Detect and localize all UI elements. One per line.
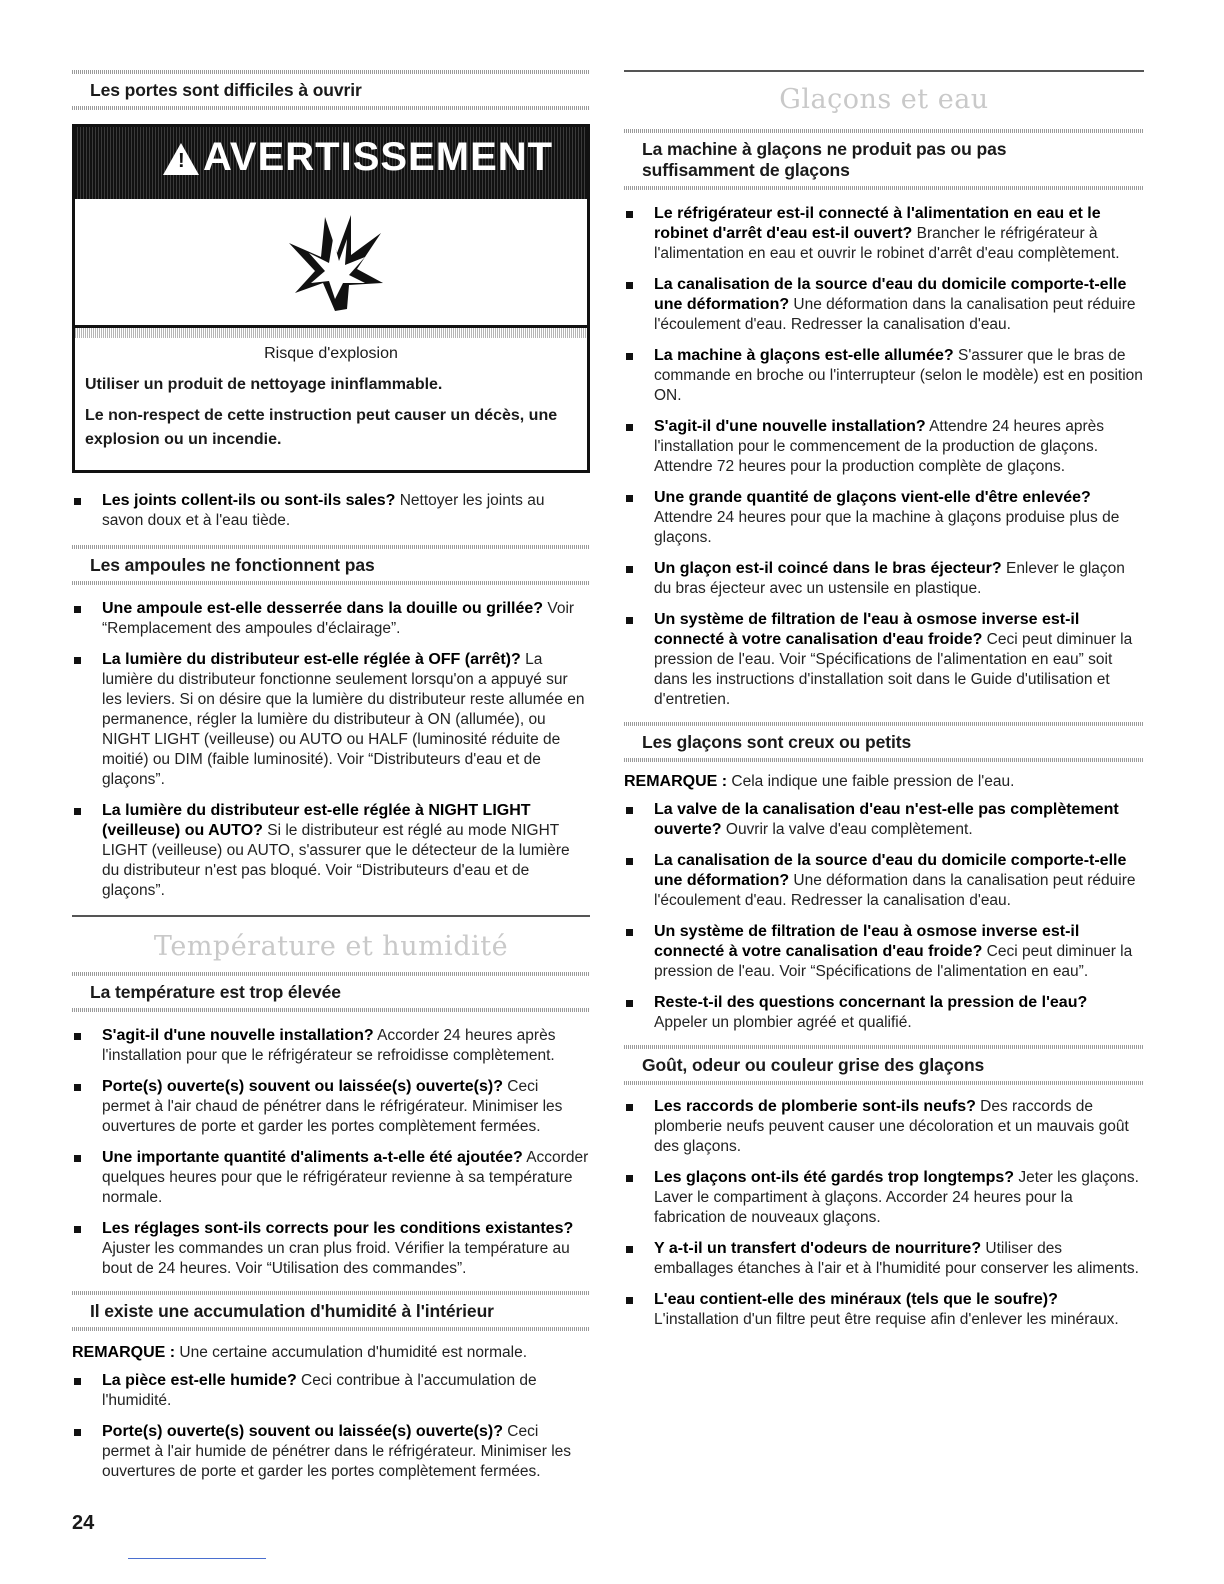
humidity-list xyxy=(72,1371,590,1482)
list-item: Porte(s) ouverte(s) souvent ou laissée(s) ouverte(s)? Ceci permet à l'air chaud de pénétrer dans le réfrigérateur. Minimiser les ouvertures de porte et garder les portes complètement fermées. xyxy=(72,1077,590,1137)
doors-list xyxy=(72,491,590,531)
list-item: La canalisation de la source d'eau du domicile comporte-t-elle une déformation? Une déformation dans la canalisation peut réduire l'écoulement d'eau. Redresser la canalisation d'eau. xyxy=(624,851,1144,911)
list-item: Les joints collent-ils ou sont-ils sales? Nettoyer les joints au savon doux et à l'eau tiède. xyxy=(72,491,590,531)
humidity-note: REMARQUE : Une certaine accumulation d'humidité est normale. xyxy=(72,1344,528,1361)
list-item: Une grande quantité de glaçons vient-elle d'être enlevée? Attendre 24 heures pour que la machine à glaçons produise plus de glaçons. xyxy=(624,488,1144,548)
list-item: Un glaçon est-il coincé dans le bras éjecteur? Enlever le glaçon du bras éjecteur avec un ustensile en plastique. xyxy=(624,559,1144,599)
list-item: La lumière du distributeur est-elle réglée à OFF (arrêt)? La lumière du distributeur fonctionne seulement lorsqu'on a appuyé sur les leviers. Si on désire que la lumière du distributeur reste allumée en permanence, régler la lumière du distributeur à ON (allumée), ou NIGHT LIGHT (veilleuse) ou AUTO ou HALF (luminosité réduite de moitié) ou DIM (faible luminosité). Voir “Distributeurs d'eau et de glaçons”. xyxy=(72,650,590,790)
list-item: Porte(s) ouverte(s) souvent ou laissée(s) ouverte(s)? Ceci permet à l'air humide de pénétrer dans le réfrigérateur. Minimiser les ouvertures de porte et garder les portes complètement fermées. xyxy=(72,1422,590,1482)
taste-heading: Goût, odeur ou couleur grise des glaçons xyxy=(624,1045,1144,1085)
hollow-note: REMARQUE : Cela indique une faible pression de l'eau. xyxy=(624,773,1015,790)
hollow-list xyxy=(624,800,1144,1033)
list-item: La valve de la canalisation d'eau n'est-elle pas complètement ouverte? Ouvrir la valve d'eau complètement. xyxy=(624,800,1144,840)
list-item: L'eau contient-elle des minéraux (tels que le soufre)? L'installation d'un filtre peut être requise afin d'enlever les minéraux. xyxy=(624,1290,1144,1330)
list-item: Les glaçons ont-ils été gardés trop longtemps? Jeter les glaçons. Laver le compartiment à glaçons. Accorder 24 heures pour la fabrication de nouveaux glaçons. xyxy=(624,1168,1144,1228)
icemaker-list xyxy=(624,204,1144,710)
warning-risk: Risque d'explosion xyxy=(264,345,398,362)
taste-list xyxy=(624,1097,1144,1330)
list-item: S'agit-il d'une nouvelle installation? Accorder 24 heures après l'installation pour que le réfrigérateur se refroidisse complètement. xyxy=(72,1026,590,1066)
right-column xyxy=(624,70,1144,1341)
warning-triangle-icon: ! xyxy=(163,143,199,175)
list-item: Une ampoule est-elle desserrée dans la douille ou grillée? Voir “Remplacement des ampoules d'éclairage”. xyxy=(72,599,590,639)
hollow-heading: Les glaçons sont creux ou petits xyxy=(624,722,1144,762)
humidity-heading: Il existe une accumulation d'humidité à l'intérieur xyxy=(72,1291,590,1331)
icemaker-heading: La machine à glaçons ne produit pas ou pas suffisamment de glaçons xyxy=(624,129,1144,190)
section-title-temperature: Température et humidité xyxy=(153,931,509,962)
warning-consequence: Le non-respect de cette instruction peut causer un décès, une explosion ou un incendie. xyxy=(85,407,558,448)
list-item: S'agit-il d'une nouvelle installation? Attendre 24 heures après l'installation pour le commencement de la production de glaçons. Attendre 72 heures pour la production complète de glaçons. xyxy=(624,417,1144,477)
bulbs-heading: Les ampoules ne fonctionnent pas xyxy=(72,545,590,585)
list-item: La pièce est-elle humide? Ceci contribue à l'accumulation de l'humidité. xyxy=(72,1371,590,1411)
warning-box xyxy=(72,124,590,473)
temp-heading: La température est trop élevée xyxy=(72,972,590,1012)
list-item: Les raccords de plomberie sont-ils neufs? Des raccords de plomberie neufs peuvent causer une décoloration et un mauvais goût des glaçons. xyxy=(624,1097,1144,1157)
list-item: Les réglages sont-ils corrects pour les conditions existantes? Ajuster les commandes un cran plus froid. Vérifier la température au bout de 24 heures. Voir “Utilisation des commandes”. xyxy=(72,1219,590,1279)
doors-heading: Les portes sont difficiles à ouvrir xyxy=(72,70,590,110)
list-item: Un système de filtration de l'eau à osmose inverse est-il connecté à votre canalisation d'eau froide? Ceci peut diminuer la pression de l'eau. Voir “Spécifications de l'alimentation en eau”. xyxy=(624,922,1144,982)
list-item: Le réfrigérateur est-il connecté à l'alimentation en eau et le robinet d'arrêt d'eau est-il ouvert? Brancher le réfrigérateur à l'alimentation en eau et ouvrir le robinet d'arrêt d'eau complètement. xyxy=(624,204,1144,264)
warning-instruction: Utiliser un produit de nettoyage ininflammable. xyxy=(85,376,443,393)
footer-rule xyxy=(128,1558,266,1559)
warning-label: AVERTISSEMENT xyxy=(203,135,554,179)
warning-header xyxy=(75,127,587,199)
list-item: Un système de filtration de l'eau à osmose inverse est-il connecté à votre canalisation d'eau froide? Ceci peut diminuer la pression de l'eau. Voir “Spécifications de l'alimentation en eau” soit dans les instructions d'installation soit dans le Guide d'utilisation et d'entretien. xyxy=(624,610,1144,710)
left-column xyxy=(72,70,590,1493)
temp-list xyxy=(72,1026,590,1279)
list-item: Reste-t-il des questions concernant la pression de l'eau? Appeler un plombier agréé et qualifié. xyxy=(624,993,1144,1033)
list-item: La machine à glaçons est-elle allumée? S'assurer que le bras de commande en broche ou l'interrupteur (selon le modèle) est en position ON. xyxy=(624,346,1144,406)
list-item: La canalisation de la source d'eau du domicile comporte-t-elle une déformation? Une déformation dans la canalisation peut réduire l'écoulement d'eau. Redresser la canalisation d'eau. xyxy=(624,275,1144,335)
page-number: 24 xyxy=(72,1512,95,1534)
list-item: La lumière du distributeur est-elle réglée à NIGHT LIGHT (veilleuse) ou AUTO? Si le distributeur est réglé au mode NIGHT LIGHT (veilleuse) ou AUTO, s'assurer que le détecteur de la lumière du distributeur n'est pas bloqué. Voir “Distributeurs d'eau et de glaçons”. xyxy=(72,801,590,901)
list-item: Une importante quantité d'aliments a-t-elle été ajoutée? Accorder quelques heures pour que le réfrigérateur revienne à sa température normale. xyxy=(72,1148,590,1208)
bulbs-list xyxy=(72,599,590,901)
section-title-ice-water: Glaçons et eau xyxy=(779,84,989,115)
explosion-icon xyxy=(75,199,587,328)
list-item: Y a-t-il un transfert d'odeurs de nourriture? Utiliser des emballages étanches à l'air et à l'humidité pour conserver les aliments. xyxy=(624,1239,1144,1279)
